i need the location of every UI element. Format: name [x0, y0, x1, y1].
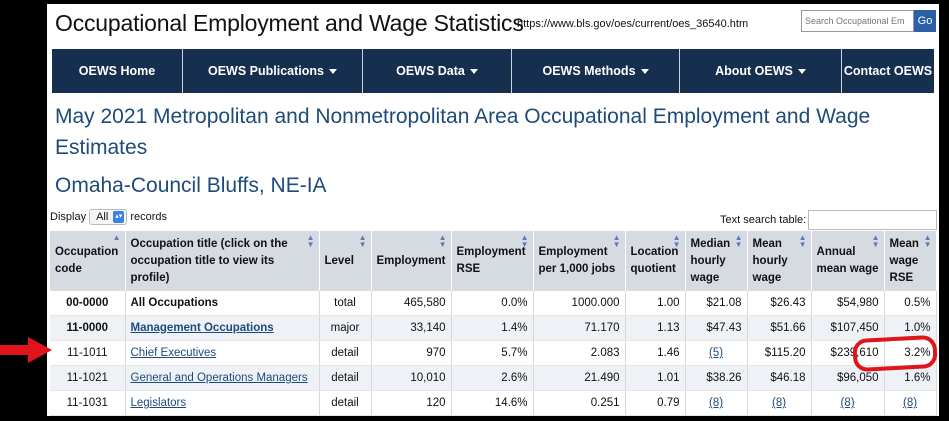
sort-icon: ▲ ▼	[438, 233, 447, 249]
sort-icon: ▲ ▼	[734, 233, 743, 249]
footnote-link[interactable]: (8)	[771, 397, 787, 409]
table-row	[50, 291, 936, 316]
cell-code: 11-1021	[50, 366, 125, 391]
cell-code: 00-0000	[50, 291, 125, 316]
sort-icon: ▲	[112, 233, 121, 242]
caret-down-icon	[329, 69, 337, 74]
cell-code: 11-0000	[50, 316, 125, 341]
cell-title: All Occupations	[125, 291, 319, 316]
select-arrows-icon: ▴▾	[113, 211, 124, 223]
occupation-link[interactable]: Chief Executives	[130, 347, 217, 359]
table-row	[50, 341, 936, 366]
nav-oews-methods[interactable]: OEWS Methods	[512, 49, 680, 93]
cell-mean-wage-rse: 3.2%	[884, 341, 936, 366]
cell-annual-mean	[811, 391, 884, 416]
footnote-link[interactable]: (8)	[840, 397, 855, 409]
col-median-hourly-wage[interactable]: ▲ ▼ Median hourly wage	[685, 231, 747, 291]
cell-mean-hourly: $26.43	[747, 291, 811, 316]
table-search-label: Text search table:	[720, 214, 807, 226]
records-select[interactable]: All ▴▾	[89, 209, 127, 225]
wage-table	[50, 231, 937, 416]
cell-employment: 970	[371, 341, 451, 366]
cell-title	[125, 366, 319, 391]
occupation-link[interactable]: Management Occupations	[130, 322, 274, 334]
col-mean-wage-rse[interactable]: ▲ ▼ Mean wage RSE	[884, 231, 936, 291]
cell-employment-rse: 5.7%	[451, 341, 533, 366]
sort-icon: ▲ ▼	[612, 233, 621, 249]
cell-per-1000: 0.251	[533, 391, 625, 416]
records-label: records	[130, 211, 167, 223]
cell-per-1000: 21.490	[533, 366, 625, 391]
cell-mean-wage-rse	[884, 391, 936, 416]
site-search-go-button[interactable]: Go	[914, 10, 936, 32]
cell-per-1000: 2.083	[533, 341, 625, 366]
bls-page	[47, 4, 939, 416]
cell-code: 11-1011	[50, 341, 125, 366]
table-row	[50, 391, 936, 416]
cell-level: detail	[319, 391, 371, 416]
col-employment[interactable]: ▲ ▼ Employment	[371, 231, 451, 291]
table-search	[720, 210, 937, 230]
col-annual-mean-wage[interactable]: ▲ ▼ Annual mean wage	[811, 231, 884, 291]
caret-down-icon	[470, 69, 478, 74]
cell-code: 11-1031	[50, 391, 125, 416]
sort-icon: ▲ ▼	[306, 233, 315, 249]
nav-contact-oews[interactable]: Contact OEWS	[843, 64, 933, 78]
cell-annual-mean: $54,980	[811, 291, 884, 316]
cell-location-quotient: 1.00	[625, 291, 685, 316]
red-arrow-icon	[0, 337, 52, 363]
cell-median-hourly: $47.43	[685, 316, 747, 341]
sort-icon: ▲ ▼	[358, 233, 367, 249]
footnote-link[interactable]: (8)	[902, 397, 918, 409]
col-mean-hourly-wage[interactable]: ▲ ▼ Mean hourly wage	[747, 231, 811, 291]
table-search-input[interactable]	[808, 210, 937, 230]
cell-median-hourly: $21.08	[685, 291, 747, 316]
occupation-link[interactable]: Legislators	[130, 397, 187, 409]
cell-employment-rse: 1.4%	[451, 316, 533, 341]
cell-mean-hourly: $115.20	[747, 341, 811, 366]
cell-level: total	[319, 291, 371, 316]
cell-location-quotient: 0.79	[625, 391, 685, 416]
sort-icon: ▲ ▼	[520, 233, 529, 249]
nav-oews-data[interactable]: OEWS Data	[363, 49, 512, 93]
nav-oews-home[interactable]: OEWS Home	[52, 49, 183, 93]
cell-employment: 465,580	[371, 291, 451, 316]
table-row	[50, 316, 936, 341]
main-nav	[52, 49, 934, 93]
site-search	[801, 10, 936, 32]
cell-title	[125, 391, 319, 416]
cell-median-hourly	[685, 391, 747, 416]
site-header	[47, 4, 939, 42]
cell-per-1000: 71.170	[533, 316, 625, 341]
cell-employment: 33,140	[371, 316, 451, 341]
display-records-control	[50, 209, 167, 225]
display-label: Display	[50, 211, 87, 223]
col-occupation-code[interactable]: ▲ Occupation code	[50, 231, 125, 291]
col-location-quotient[interactable]: ▲ ▼ Location quotient	[625, 231, 685, 291]
cell-mean-hourly	[747, 391, 811, 416]
col-employment-per-1000[interactable]: ▲ ▼ Employment per 1,000 jobs	[533, 231, 625, 291]
cell-median-hourly: $38.26	[685, 366, 747, 391]
cell-employment-rse: 2.6%	[451, 366, 533, 391]
cell-title	[125, 316, 319, 341]
page-heading: May 2021 Metropolitan and Nonmetropolitan Area Occupational Employment and Wage Estimates	[55, 105, 871, 159]
col-occupation-title[interactable]: ▲ ▼ Occupation title (click on the occupation title to view its profile)	[125, 231, 319, 291]
occupation-link[interactable]: General and Operations Managers	[130, 372, 308, 384]
sort-icon: ▲ ▼	[871, 233, 880, 249]
cell-mean-hourly: $46.18	[747, 366, 811, 391]
cell-annual-mean: $239,610	[811, 341, 884, 366]
cell-title	[125, 341, 319, 366]
cell-mean-wage-rse: 1.0%	[884, 316, 936, 341]
sort-icon: ▲ ▼	[672, 233, 681, 249]
site-title[interactable]: Occupational Employment and Wage Statistics	[55, 10, 524, 36]
cell-employment: 10,010	[371, 366, 451, 391]
page-url: https://www.bls.gov/oes/current/oes_36540.htm	[517, 18, 749, 30]
cell-employment-rse: 14.6%	[451, 391, 533, 416]
cell-mean-wage-rse: 1.6%	[884, 366, 936, 391]
col-level[interactable]: ▲ ▼ Level	[319, 231, 371, 291]
footnote-link[interactable]: (5)	[708, 347, 724, 359]
table-row	[50, 366, 936, 391]
cell-employment: 120	[371, 391, 451, 416]
cell-mean-wage-rse: 0.5%	[884, 291, 936, 316]
cell-location-quotient: 1.01	[625, 366, 685, 391]
cell-level: detail	[319, 366, 371, 391]
col-employment-rse[interactable]: ▲ ▼ Employment RSE	[451, 231, 533, 291]
cell-per-1000: 1000.000	[533, 291, 625, 316]
caret-down-icon	[641, 69, 649, 74]
cell-level: detail	[319, 341, 371, 366]
cell-mean-hourly: $51.66	[747, 316, 811, 341]
cell-location-quotient: 1.46	[625, 341, 685, 366]
site-search-input[interactable]	[801, 10, 914, 32]
highlight-circle	[852, 335, 938, 372]
cell-location-quotient: 1.13	[625, 316, 685, 341]
cell-employment-rse: 0.0%	[451, 291, 533, 316]
cell-annual-mean: $96,050	[811, 366, 884, 391]
area-heading: Omaha-Council Bluffs, NE-IA	[55, 174, 327, 197]
cell-median-hourly	[685, 341, 747, 366]
cell-level: major	[319, 316, 371, 341]
nav-about-oews[interactable]: About OEWS	[680, 49, 842, 93]
caret-down-icon	[798, 69, 806, 74]
footnote-link[interactable]: (8)	[708, 397, 724, 409]
sort-icon: ▲ ▼	[798, 233, 807, 249]
cell-annual-mean: $107,450	[811, 316, 884, 341]
sort-icon: ▲ ▼	[923, 233, 932, 249]
nav-oews-publications[interactable]: OEWS Publications	[183, 49, 363, 93]
